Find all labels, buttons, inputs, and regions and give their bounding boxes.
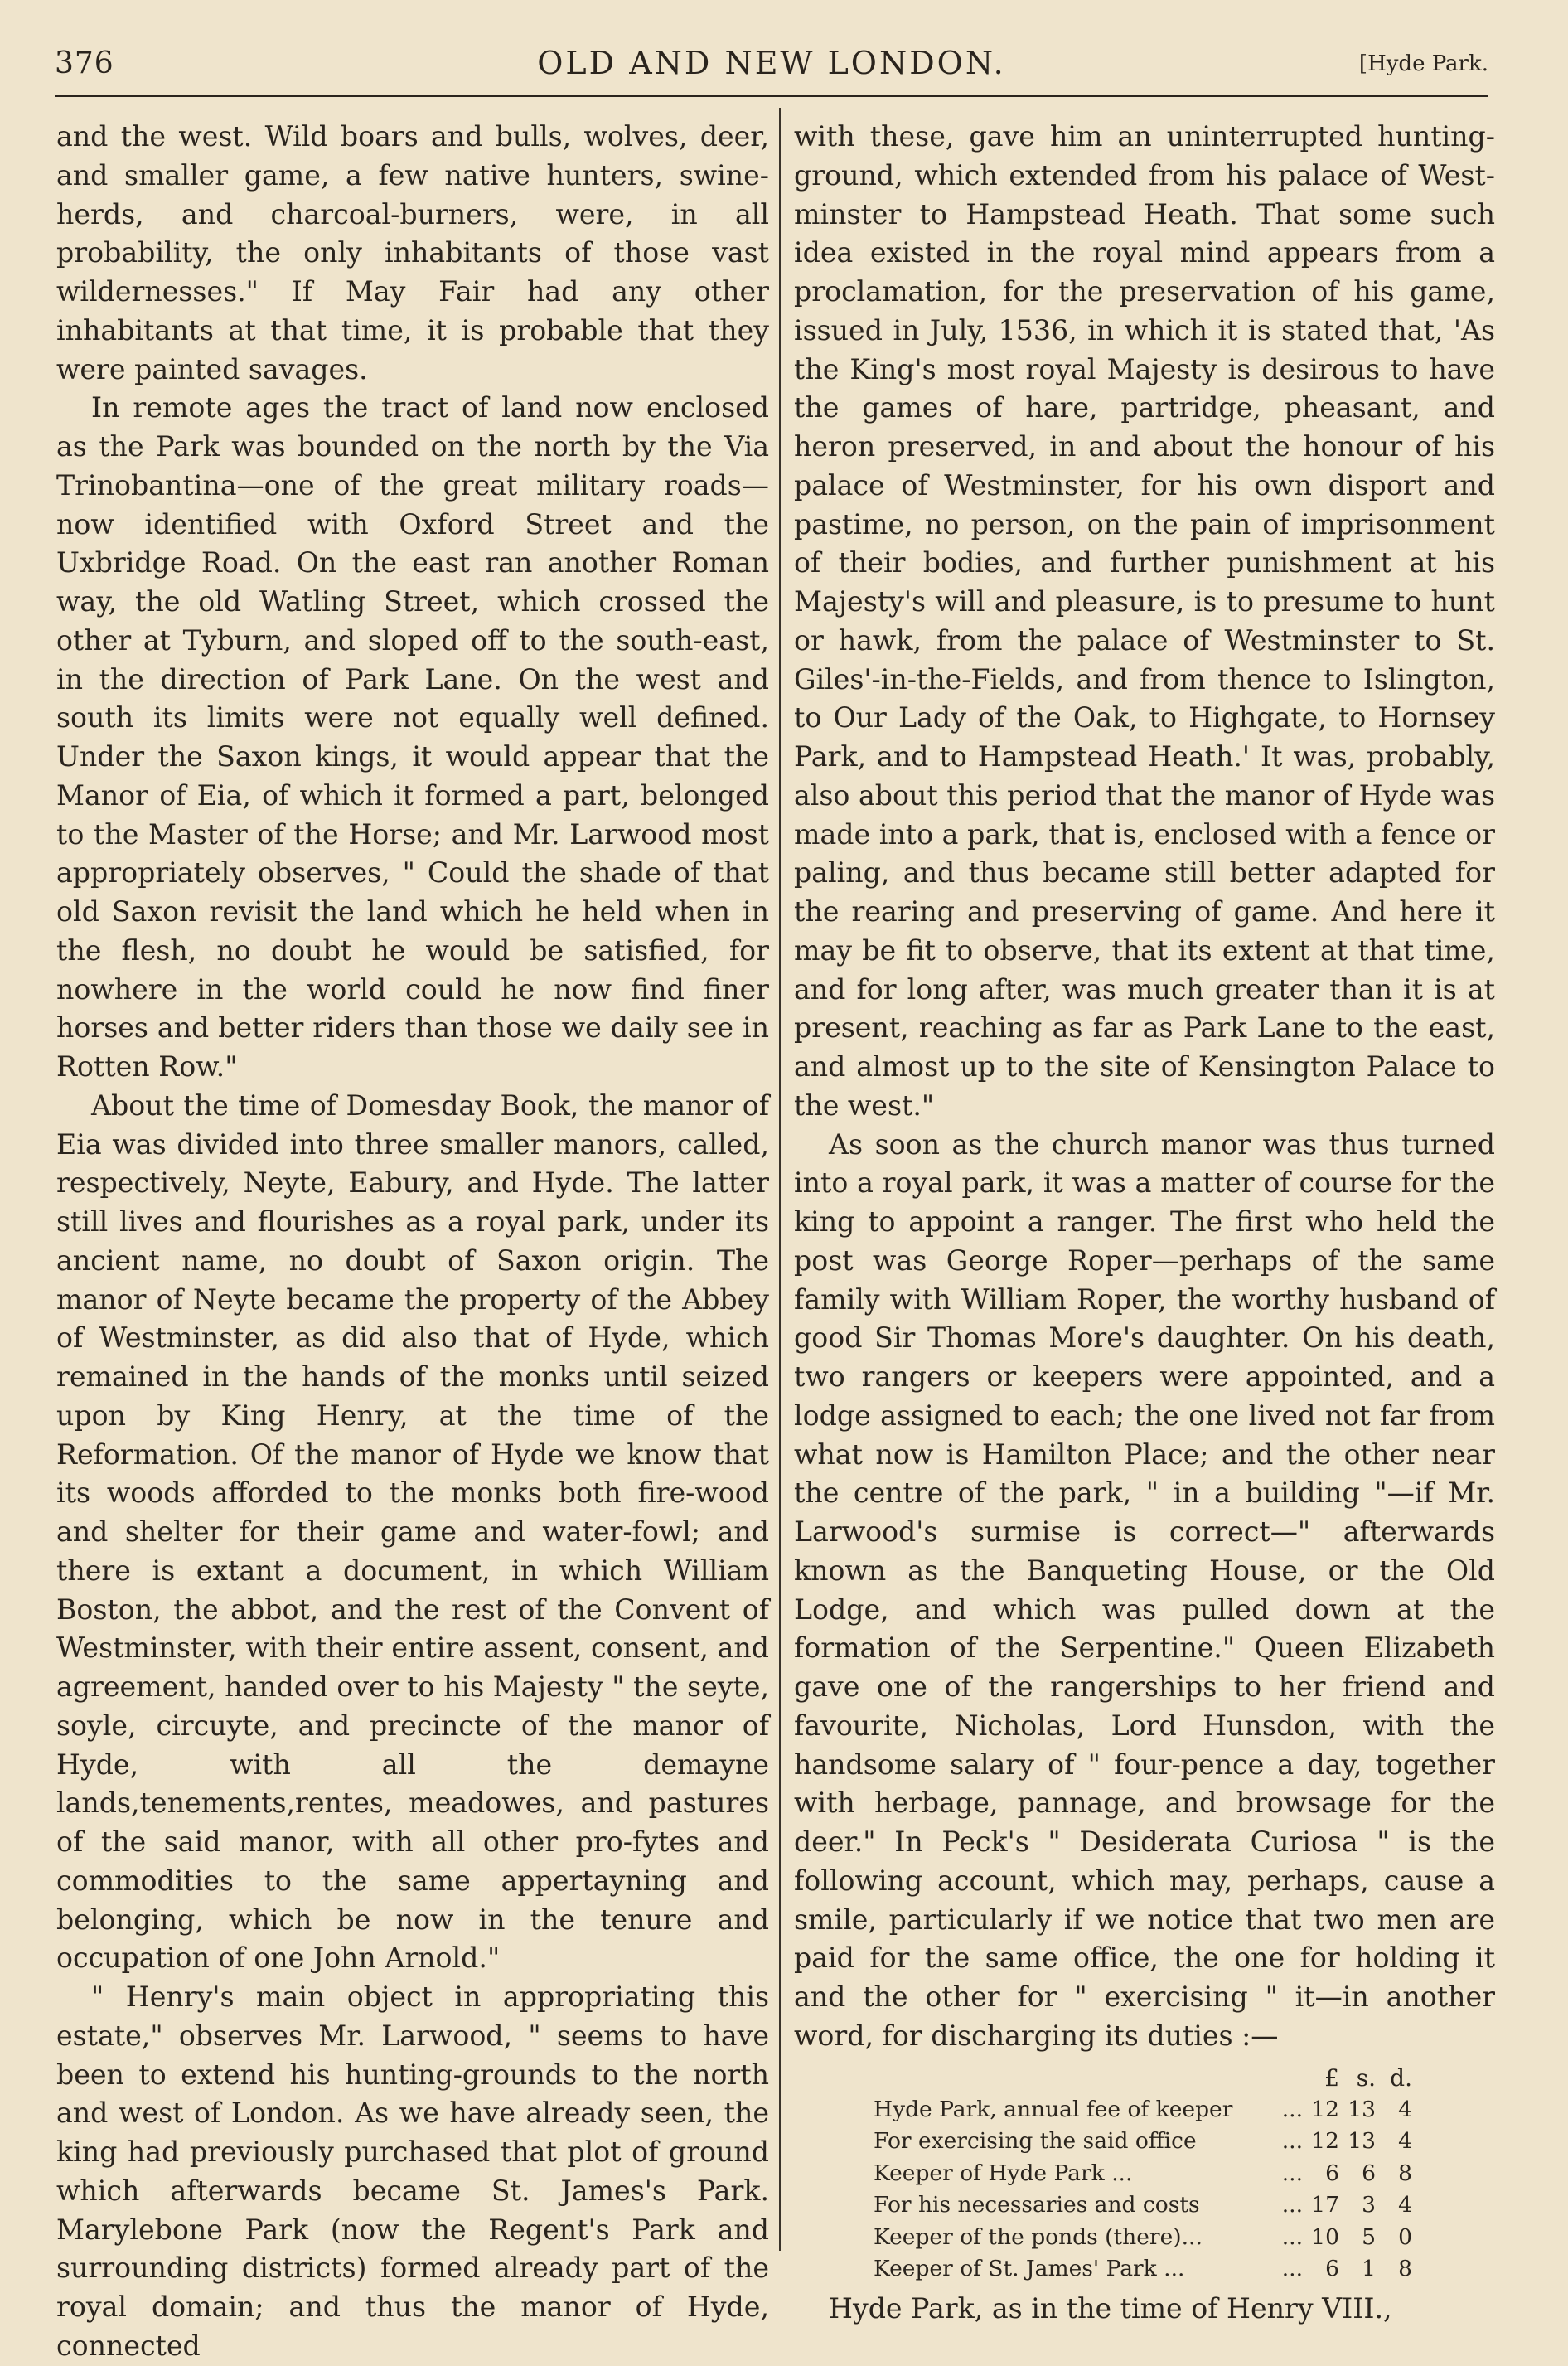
fee-dots: ... [1281,2128,1303,2155]
fee-table-row [874,2253,1412,2285]
fee-shillings: 1 [1362,2255,1376,2281]
fee-item: Keeper of St. James' Park ... [874,2255,1185,2281]
section-label: [Hyde Park. [1358,51,1488,76]
fee-table-row [874,2222,1412,2253]
fee-pounds: 12 [1311,2128,1339,2155]
fee-item: For exercising the said office [874,2128,1197,2155]
paragraph: Hyde Park, as in the time of Henry VIII., [829,2292,1392,2325]
fee-shillings: 3 [1362,2192,1376,2218]
fee-item: Keeper of the ponds (there)... [874,2223,1203,2250]
shillings-header: s. [1356,2063,1376,2092]
paragraph: About the time of Domesday Book, the manor of Eia was divided into three smaller manors, called, respectively, Neyte, Eabury, and Hyde. The latter still lives and flourishes as a royal park, under its ancient name, no doubt of Saxon origin. The manor of Neyte became the property of the Abbey of Westminster, as did also that of Hyde, which remained in the hands of the monks until seized upon by King Henry, at the time of the Reformation. Of the manor of Hyde we know that its woods afforded to the monks both fire-wood and shelter for their game and water-fowl; and there is extant a document, in which William Boston, the abbot, and the rest of the Convent of Westminster, with their entire assent, consent, and agreement, handed over to his Majesty " the seyte, soyle, circuyte, and precincte of the manor of Hyde, with all the demayne lands,tenements,rentes, meadowes, and pastures of the said manor, with all other pro-fytes and commodities to the same appertayning and belonging, which be now in the tenure and occupation of one John Arnold." [56,1088,769,1975]
fee-pounds: 10 [1311,2223,1339,2250]
page-number: 376 [55,46,114,80]
paragraph: In remote ages the tract of land now enclosed as the Park was bounded on the north by the Via Trinobantina—one of the great military roads—now identified with Oxford Street and the Uxbridge Road. On the east ran another Roman way, the old Watling Street, which crossed the other at Tyburn, and sloped off to the south-east, in the direction of Park Lane. On the west and south its limits were not equally well defined. Under the Saxon kings, it would appear that the Manor of Eia, of which it formed a part, belonged to the Master of the Horse; and Mr. Larwood most appropriately observes, " Could the shade of that old Saxon revisit the land which he held when in the flesh, no doubt he would be satisfied, for nowhere in the world could he now find finer horses and better riders than those we daily see in Rotten Row." [56,391,769,1083]
paragraph: As soon as the church manor was thus turned into a royal park, it was a matter of course for the king to appoint a ranger. The first who held the post was George Roper—perhaps of the same family with William Roper, the worthy husband of good Sir Thomas More's daughter. On his death, two rangers or keepers were appointed, and a lodge assigned to each; the one lived not far from what now is Hamilton Place; and the other near the centre of the park, " in a building "—if Mr. Larwood's surmise is correct—" afterwards known as the Banqueting House, or the Old Lodge, and which was pulled down at the formation of the Serpentine." Queen Elizabeth gave one of the rangerships to her friend and favourite, Nicholas, Lord Hunsdon, with the handsome salary of " four-pence a day, together with herbage, pannage, and browsage for the deer." In Peck's " Desiderata Curiosa " is the following account, which may, perhaps, cause a smile, particularly if we notice that two men are paid for the same office, the one for holding it and the other for " exercising " it—in another word, for discharging its duties :— [794,1127,1495,2052]
fee-table-row [874,2094,1412,2126]
fee-pounds: 12 [1311,2096,1339,2122]
fee-table-row [874,2158,1412,2189]
fee-table-row [874,2126,1412,2157]
header-rule [55,95,1488,97]
fee-dots: ... [1281,2223,1303,2250]
fee-pence: 0 [1398,2223,1412,2250]
fee-pounds: 6 [1325,2255,1339,2281]
fee-item: Hyde Park, annual fee of keeper [874,2096,1233,2122]
fee-shillings: 13 [1348,2096,1376,2122]
fee-pounds: 6 [1325,2160,1339,2186]
right-column [794,118,1495,2329]
fee-shillings: 6 [1362,2160,1376,2186]
fee-item: Keeper of Hyde Park ... [874,2160,1133,2186]
running-header [55,41,1488,88]
fee-table-row [874,2189,1412,2221]
fee-dots: ... [1281,2096,1303,2122]
fee-dots: ... [1281,2192,1303,2218]
fee-pence: 4 [1398,2192,1412,2218]
paragraph: with these, gave him an uninterrupted hunting-ground, which extended from his palace of West-minster to Hampstead Heath. That some such idea existed in the royal mind appears from a proclamation, for the preservation of his game, issued in July, 1536, in which it is stated that, 'As the King's most royal Majesty is desirous to have the games of hare, partridge, pheasant, and heron preserved, in and about the honour of his palace of Westminster, for his own disport and pastime, no person, on the pain of imprisonment of their bodies, and further punishment at his Majesty's will and pleasure, is to presume to hunt or hawk, from the palace of Westminster to St. Giles'-in-the-Fields, and from thence to Islington, to Our Lady of the Oak, to Highgate, to Hornsey Park, and to Hampstead Heath.' It was, probably, also about this period that the manor of Hyde was made into a park, that is, enclosed with a fence or paling, and thus became still better adapted for the rearing and preserving of game. And here it may be fit to observe, that its extent at that time, and for long after, was much greater than it is at present, reaching as far as Park Lane to the east, and almost up to the site of Kensington Palace to the west." [794,120,1495,1122]
fee-table [874,2063,1412,2286]
page-title: OLD AND NEW LONDON. [537,45,1006,81]
fee-shillings: 13 [1348,2128,1376,2155]
fee-table-header [874,2063,1412,2094]
fee-shillings: 5 [1362,2223,1376,2250]
fee-pence: 8 [1398,2255,1412,2281]
paragraph: " Henry's main object in appropriating this estate," observes Mr. Larwood, " seems to have been to extend his hunting-grounds to the north and west of London. As we have already seen, the king had previously purchased that plot of ground which afterwards became St. James's Park. Marylebone Park (now the Regent's Park and surrounding districts) formed already part of the royal domain; and thus the manor of Hyde, connected [56,1981,769,2362]
pence-header: d. [1390,2063,1412,2092]
fee-pounds: 17 [1311,2192,1339,2218]
fee-pence: 8 [1398,2160,1412,2186]
fee-pence: 4 [1398,2096,1412,2122]
left-column [56,118,769,2366]
fee-dots: ... [1281,2255,1303,2281]
column-divider [779,108,781,2251]
fee-item: For his necessaries and costs [874,2192,1200,2218]
pounds-header: £ [1324,2063,1339,2092]
fee-pence: 4 [1398,2128,1412,2155]
fee-dots: ... [1281,2160,1303,2186]
paragraph: and the west. Wild boars and bulls, wolves, deer, and smaller game, a few native hunters, swine-herds, and charcoal-burners, were, in all probability, the only inhabitants of those vast wildernesses." If May Fair had any other inhabitants at that time, it is probable that they were painted savages. [56,120,769,385]
